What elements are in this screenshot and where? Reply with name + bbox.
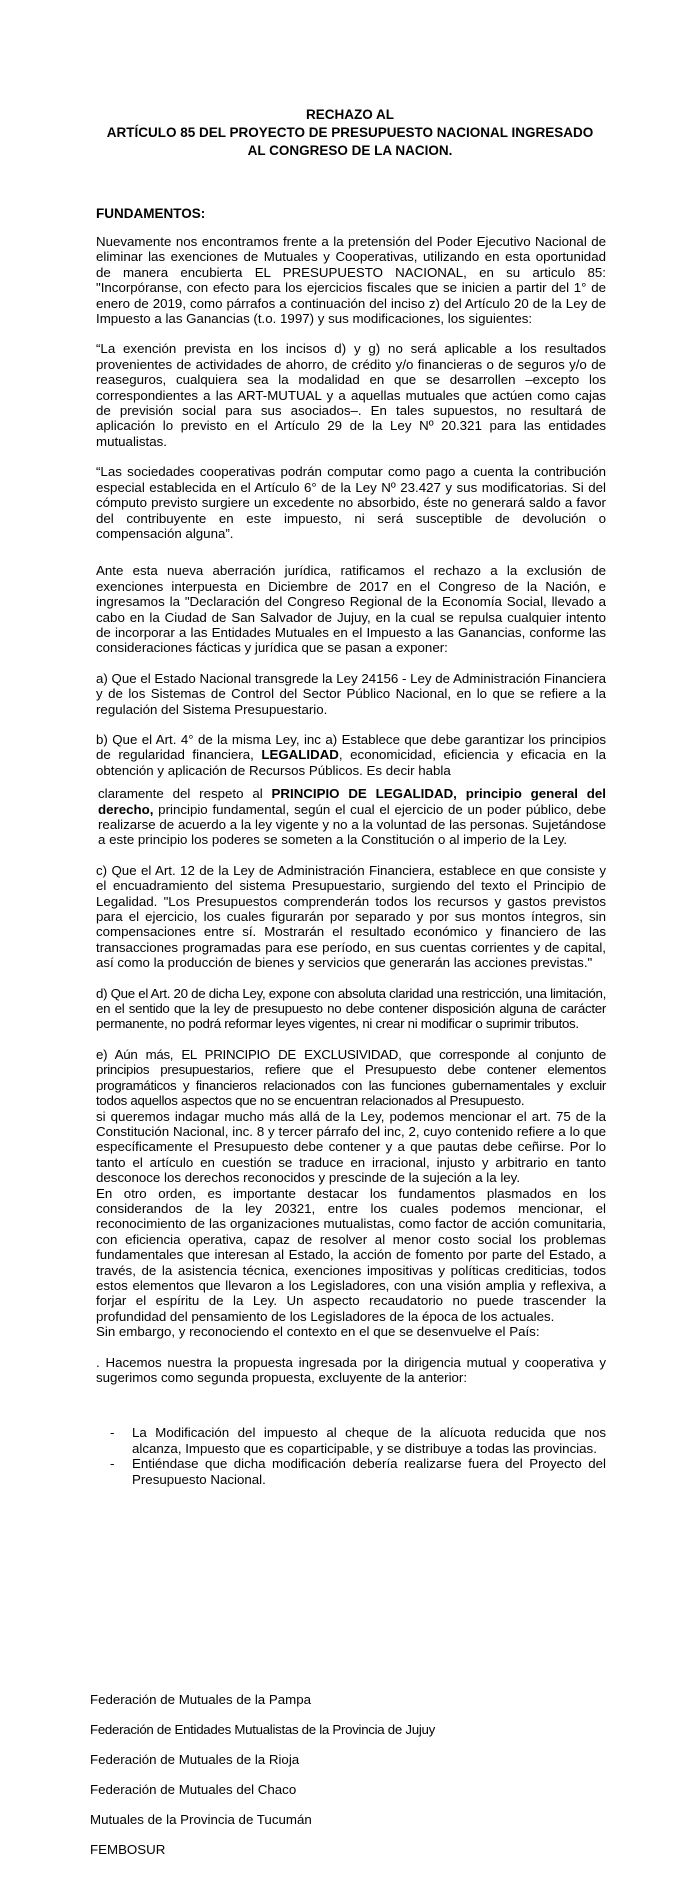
paragraph-item-c: c) Que el Art. 12 de la Ley de Administración Financiera, establece en que consiste y el encuadramiento del sistema Presupuestario, surgiendo del texto el Principio de Legalidad. "Los Presupuestos comprenderán todos los recursos y gastos previstos para el ejercicio, los cuales figurarán por separado y por sus montos íntegros, sin compensaciones entre sí. Mostrarán el resultado económico y financiero de las transacciones programadas para ese período, en sus cuentas corrientes y de capital, así como la producción de bienes y servicios que generarán las acciones previstas.": [96, 862, 606, 971]
signatory: Federación de Mutuales de la Pampa: [90, 1692, 312, 1707]
title-line-2: ARTÍCULO 85 DEL PROYECTO DE PRESUPUESTO NACIONAL INGRESADO: [106, 125, 594, 140]
signatory: Federación de Mutuales del Chaco: [90, 1782, 297, 1797]
section-heading: FUNDAMENTOS:: [96, 206, 206, 221]
proposal-item: [110, 1456, 606, 1487]
paragraph-however: Sin embargo, y reconociendo el contexto en el que se desenvuelve el País:: [96, 1324, 540, 1340]
paragraph-intro: Nuevamente nos encontramos frente a la pretensión del Poder Ejecutivo Nacional de eliminar las exenciones de Mutuales y Cooperativas, utilizando en esta oportunidad de manera encubierta EL PRESUPUESTO NACIONAL, en su articulo 85: "Incorpóranse, con efecto para los ejercicios fiscales que se inicien a partir del 1° de enero de 2019, como párrafos a continuación del inciso z) del Artículo 20 de la Ley de Impuesto a las Ganancias (t.o. 1997) y sus modificaciones, los siguientes:: [96, 234, 606, 327]
paragraph-quote-1: “La exención prevista en los incisos d) y g) no será aplicable a los resultados provenientes de actividades de ahorro, de crédito y/o financieras o de seguros y/o de reaseguros, cualquiera sea la modalidad en que se desarrollen –excepto los correspondientes a las ART-MUTUAL y a aquellas mutuales que actúen como cajas de previsión social para sus asociados–. En tales supuestos, no resultará de aplicación lo previsto en el Artículo 29 de la Ley Nº 20.321 para las entidades mutualistas.: [96, 341, 606, 449]
item-b-bold: LEGALIDAD: [261, 747, 339, 763]
proposal-list: [96, 1425, 606, 1487]
signatory: FEMBOSUR: [90, 1842, 166, 1857]
signatory: Federación de Mutuales de la Rioja: [90, 1752, 300, 1767]
paragraph-item-d: d) Que el Art. 20 de dicha Ley, expone con absoluta claridad una restricción, una limitación, en el sentido que la ley de presupuesto no debe contener disposición alguna de carácter permanente, no podrá reformar leyes vigentes, ni crear ni modificar o suprimir tributos.: [96, 985, 606, 1032]
paragraph-ratify: Ante esta nueva aberración jurídica, ratificamos el rechazo a la exclusión de exenciones interpuesta en Diciembre de 2017 en el Congreso de la Nación, e ingresamos la "Declaración del Congreso Regional de la Economía Social, llevado a cabo en la Ciudad de San Salvador de Jujuy, en la cual se repulsa cualquier intento de incorporar a las Entidades Mutuales en el Impuesto a las Ganancias, conforme las consideraciones fácticas y jurídica que se pasan a exponer:: [96, 563, 606, 656]
paragraph-other-order: En otro orden, es importante destacar los fundamentos plasmados en los considerandos de la ley 20321, entre los cuales podemos mencionar, el reconocimiento de las organizaciones mutualistas, como factor de acción comunitaria, con eficiencia operativa, capaz de resolver al menor costo social los problemas fundamentales que interesan al Estado, la acción de fomento por parte del Estado, a través, de la asistencia técnica, exenciones impositivas y políticas crediticias, todos estos elementos que llevaron a los Legisladores, con una visión amplia y reflexiva, a forjar el espíritu de la Ley. Un aspecto recaudatorio no puede trascender la profundidad del pensamiento de los Legisladores de la época de los actuales.: [96, 1185, 606, 1324]
document-title: [80, 106, 620, 160]
item-b2-text-1: claramente del respeto al: [98, 786, 272, 802]
item-b2-text-2: principio fundamental, según el cual el ejercicio de un poder público, debe realizarse de acuerdo a la ley vigente y no a la voluntad de las personas. Sujetándose a este principio los poderes se someten a la Constitución o al imperio de la Ley.: [98, 801, 606, 848]
paragraph-item-b: [96, 732, 606, 778]
item-b-text-2: , economicidad, eficiencia y eficacia en la obtención y aplicación de Recursos Públicos. Es decir habla: [96, 747, 606, 778]
dash-bullet-icon: -: [110, 1425, 115, 1441]
proposal-item-text: La Modificación del impuesto al cheque de la alícuota reducida que nos alcanza, Impuesto que es coparticipable, y se distribuye a todas las provincias.: [132, 1425, 606, 1456]
paragraph-item-a: a) Que el Estado Nacional transgrede la Ley 24156 - Ley de Administración Financiera y de los Sistemas de Control del Sector Público Nacional, en lo que se refiere a la regulación del Sistema Presupuestario.: [96, 670, 607, 717]
document-body: [96, 234, 606, 1487]
signatories: [90, 1692, 435, 1872]
paragraph-constitution: si queremos indagar mucho más allá de la Ley, podemos mencionar el art. 75 de la Constitución Nacional, inc. 8 y tercer párrafo del inc, 2, cuyo contenido refiere a lo que específicamente el Presupuesto debe contener y a que pautas debe ceñirse. Por lo tanto el artículo en cuestión se traduce en irracional, injusto y arbitrario en tanto desconoce los derechos reconocidos y prescinde de la sujeción a la ley.: [96, 1108, 606, 1186]
signatory: Mutuales de la Provincia de Tucumán: [90, 1812, 312, 1827]
proposal-item: [110, 1425, 606, 1456]
proposal-item-text: Entiéndase que dicha modificación debería realizarse fuera del Proyecto del Presupuesto Nacional.: [132, 1456, 606, 1487]
title-line-1: RECHAZO AL: [306, 107, 394, 122]
item-b2-bold: PRINCIPIO DE LEGALIDAD, principio general del derecho,: [98, 786, 607, 817]
title-line-3: AL CONGRESO DE LA NACION.: [247, 143, 453, 158]
item-b-text-1: b) Que el Art. 4° de la misma Ley, inc a) Establece que debe garantizar los principios de regularidad financiera,: [96, 731, 606, 763]
dash-bullet-icon: -: [110, 1456, 115, 1472]
paragraph-item-e: e) Aún más, EL PRINCIPIO DE EXCLUSIVIDAD, que corresponde al conjunto de principios presupuestarios, refiere que el Presupuesto debe contener elementos programáticos y financieros relacionados con las funciones gubernamentales y excluir todos aquellos aspectos que no se encuentran relacionados al Presupuesto.: [96, 1046, 606, 1109]
paragraph-quote-2: “Las sociedades cooperativas podrán computar como pago a cuenta la contribución especial establecida en el Artículo 6° de la Ley Nº 23.427 y sus modificatorias. Si del cómputo previsto surgiere un excedente no absorbido, éste no generará saldo a favor del contribuyente en este impuesto, ni será susceptible de devolución o compensación alguna”.: [96, 464, 606, 541]
paragraph-item-b-continued: [98, 786, 606, 848]
signatory: Federación de Entidades Mutualistas de la Provincia de Jujuy: [90, 1722, 435, 1737]
paragraph-proposal: . Hacemos nuestra la propuesta ingresada por la dirigencia mutual y cooperativa y sugerimos como segunda propuesta, excluyente de la anterior:: [96, 1354, 606, 1385]
